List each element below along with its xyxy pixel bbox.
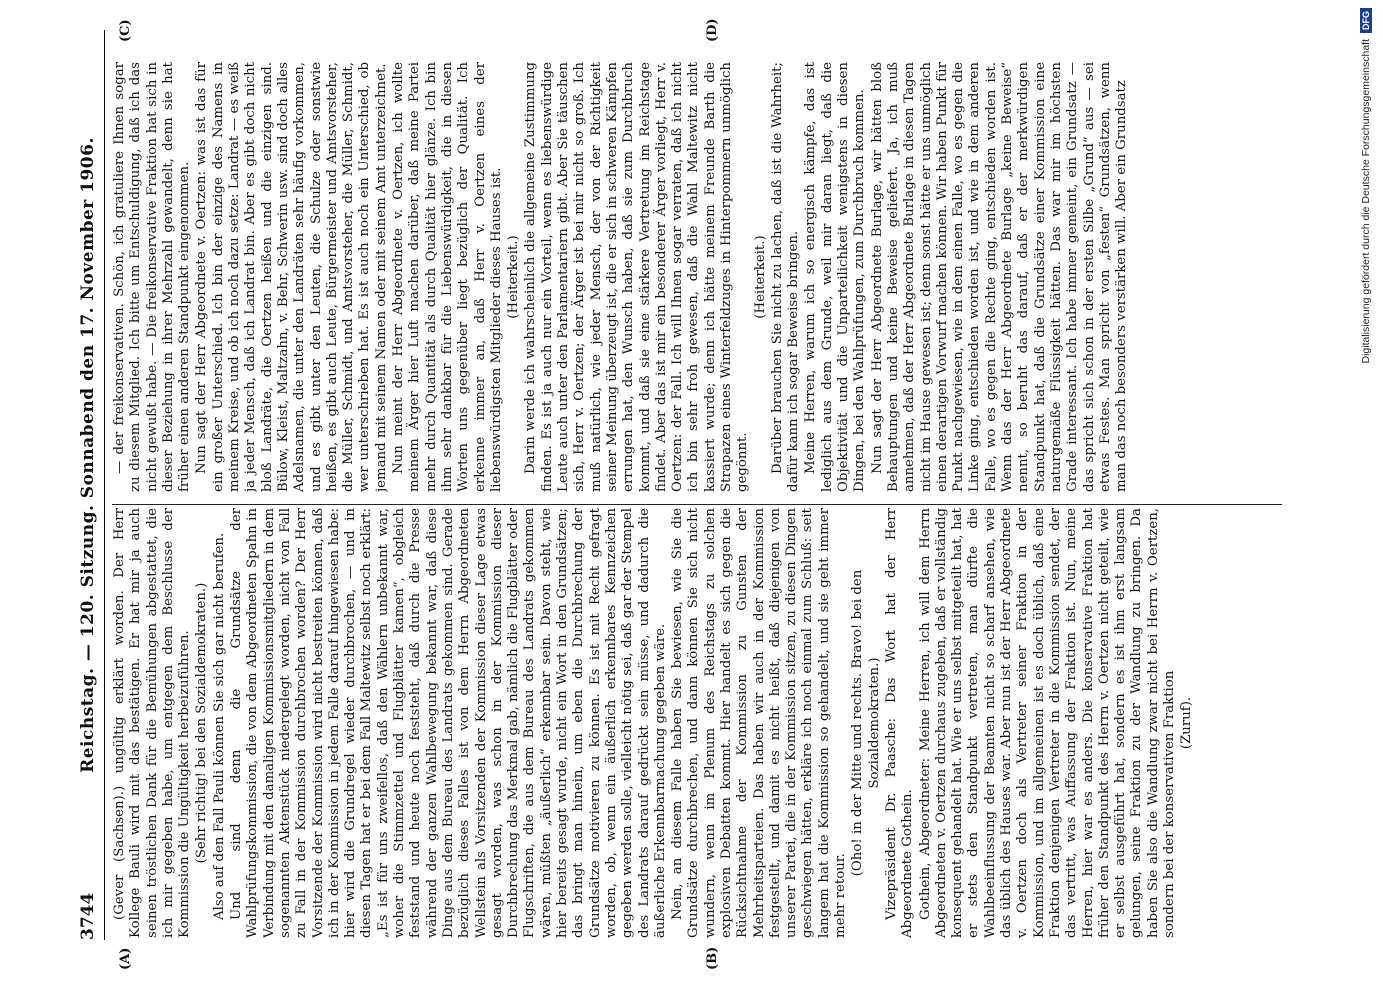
paragraph: Gothein, Abgeordneter: Meine Herren, ich will dem Herrn Abgeordneten v. Oertzen durchaus zugeben, daß er vollständig konsequent gehandelt hat. Wie er uns selbst mitgeteilt hat, hat er stets den Standpunkt vertreten, man dürfte die Wahlbeeinflussung der Beamten nicht so scharf ansehen, wie das üblich des Hauses war. Aber nun ist der Herr Abgeordnete v. Oertzen doch als Vertreter seiner Fraktion in der Kommission, und im allgemeinen ist es doch üblich, daß eine Fraktion denjenigen Vertreter in die Kommission sendet, der das vertritt, was Auffassung der Fraktion ist. Nun, meine Herren, hier war es anders. Die konservative Fraktion hat früher den Standpunkt des Herrn v. Oertzen nicht geteilt, wie er selbst ausgeführt hat, sondern es ist ihm erst langsam gelungen, seine Fraktion zu der Wandlung zu bringen. Da haben Sie also die Wandlung zwar nicht bei Herrn v. Oertzen, sondern bei der konservativen Fraktion bbox=[917, 508, 1177, 938]
stage-direction: (Sehr richtig! bei den Sozialdemokraten.) bbox=[194, 582, 210, 864]
left-text-column bbox=[112, 508, 1282, 938]
margin-marker-d: (D) bbox=[705, 18, 720, 42]
stage-direction: (Heiterkeit.) bbox=[752, 235, 768, 319]
stage-direction: (Heiterkeit.) bbox=[506, 235, 522, 319]
paragraph: Und sind denn die Grundsätze der Wahlprüfungskommission, die von dem Abgeordneten Spahn in Verbindung mit den damaligen Kommissionsmitgliedern in dem sogenannten Aktenstück niedergelegt worden, nicht von Fall zu Fall in der Kommission durchbrochen worden? Der Herr Vorsitzende der Kommission wird nicht bestreiten können, daß ich in der Kommission in jedem Falle darauf hingewiesen habe: hier wird die Grundregel wieder durchbrochen, — und in diesen Tagen hat er bei dem Fall Maltewitz selbst noch erklärt: „Es ist für uns zweifellos, daß den Wählern unbekannt war, woher die Stimmzettel und Flugblätter kamen“, obgleich feststand und heute noch feststeht, daß durch die Presse während der ganzen Wahlbewegung bekannt war, daß diese Dinge aus dem Bureau des Landrats gekommen sind. Gerade bezüglich dieses Falles ist von dem Herrn Abgeordneten Wellstein als Vorsitzenden der Kommission dieser Lage etwas gesagt worden, was schon in der Kommission dieser Durchbrechung das Merkmal gab, nämlich die Flugblätter oder Flugschriften, die aus dem Bureau des Landrats gekommen wären, müßten „äußerlich“ erkennbar sein. Davon steht, wie hier bereits gesagt wurde, nicht ein Wort in den Grundsätzen; das bringt man hinein, um eben die Durchbrechung der Grundsätze motivieren zu können. Es ist mit Recht gefragt worden, ob, wenn ein äußerlich erkennbares Kennzeichen gegeben werden solle, vielleicht nötig sei, daß gar der Stempel des Landrats darauf gedrückt sein müsse, und dadurch die äußerliche Erkennbarmachung gegeben wäre. bbox=[229, 508, 668, 938]
column-divider bbox=[112, 504, 1282, 505]
page-number: 3744 bbox=[78, 892, 98, 940]
paragraph: Nun sagt der Herr Abgeordnete v. Oertzen: was ist das für ein großer Unterschied. Ich bin der einzige des Namens in meinem Kreise, und ob ich noch dazu setze: Landrat — es weiß ja jeder Mensch, daß ich Landrat bin. Aber es gibt doch nicht bloß Landräte, die Oertzen heißen und die einzigen sind. Bülow, Kleist, Maltzahn, v. Behr, Schwerin usw. sind doch alles Adelsnamen, die unter den Landräten sehr häufig vorkommen, und es gibt unter den Leuten, die Schulze oder sonstwie heißen, es gibt auch Leute, Bürgermeister und Amtsvorsteher, die Müller, Schmidt, und Amtsvorsteher, die Müller, Schmidt, wer unterschrieben hat. Es ist auch noch ein Unterschied, ob jemand mit seinem Namen oder mit seinem Amt unterzeichnet. bbox=[194, 62, 389, 492]
credit-text: Digitalisierung gefördert durch die Deutsche Forschungsgemeinschaft bbox=[1360, 39, 1372, 364]
paragraph: Nein, an diesem Falle haben Sie bewiesen, wie Sie die Grundsätze durchbrechen, und dann können Sie sich nicht wundern, wenn im Plenum des Reichstags zu solchen explosiven Debatten kommt. Hier handelt es sich gegen die Rücksichtnahme der Kommission zu Gunsten der Mehrheitsparteien. Das haben wir auch in der Kommission festgestellt, und damit es nicht heißt, daß diejenigen von unserer Partei, die in der Kommission sitzen, zu diesen Dingen geschwiegen hätten, erkläre ich noch einmal zum Schluß: seit langem hat die Kommission so gehandelt, und sie geht immer mehr retour. bbox=[670, 508, 849, 938]
margin-marker-c: (C) bbox=[118, 19, 133, 42]
paragraph: Nun sagt der Herr Abgeordnete Burlage, wir hätten bloß Behauptungen und keine Beweise geliefert. Ja, ich muß annehmen, daß der Herr Abgeordnete Burlage in diesen Tagen nicht im Hause gewesen ist; denn sonst hätte er uns unmöglich einen derartigen Vorwurf machen können. Wir haben Punkt für Punkt nachgewiesen, wie in dem einen Falle, wo es gegen die Linke ging, entschieden worden ist, und wie in dem anderen Falle, wo es gegen die Rechte ging, entschieden worden ist. Wenn das der Herr Abgeordnete Burlage „keine Beweise“ nennt, so beruht das darauf, daß er der merkwürdigen Standpunkt hat, daß die Grundsätze einer Kommission eine naturgemäße Flüssigkeit hätten. Das war mir im höchsten Grade interessant. Ich habe immer gemeint, ein Grundsatz — das spricht sich schon in der ersten Silbe „Grund“ aus — sei etwas Festes. Man spricht von „festen“ Grundsätzen, wenn man das noch besonders verstärken will. Aber ein Grundsatz bbox=[869, 62, 1130, 492]
page-title: Reichstag. — 120. Sitzung. Sonnabend den 17. November 1906. bbox=[78, 137, 98, 773]
paragraph: — der freikonservativen. Schön, ich gratuliere Ihnen sogar zu diesem Mitglied. Ich bitte um Entschuldigung, daß ich das nicht gewußt habe. — Die freikonservative Fraktion hat sich in dieser Beziehung in ihrer Mehrzahl gewandelt, denn sie hat früher einen anderen Standpunkt eingenommen. bbox=[112, 62, 193, 492]
paragraph: Darin werde ich wahrscheinlich die allgemeine Zustimmung finden. Es ist ja auch nur ein Vorteil, wenn es liebenswürdige Leute auch unter den Parlamentariern gibt. Aber Sie täuschen sich, Herr v. Oertzen; der Ärger ist bei mir nicht so groß. Ich muß natürlich, wie jeder Mensch, der von der Richtigkeit seiner Meinung überzeugt ist, die er sich in schweren Kämpfen errungen hat, den Wunsch haben, daß sie zum Durchbruch kommt, und daß sie eine stärkere Vertretung im Reichstage findet. Aber das ist mir ein besonderer Ärger vorliegt, Herr v. Oertzen: der Fall. Ich will Ihnen sogar verraten, daß ich nicht ich bin sehr froh gewesen, daß die Wahl Maltewitz nicht kassiert wurde; denn ich hätte meinem Freunde Barth die Strapazen eines Winterfeldzuges in Hinterpommern unmöglich gegönnt. bbox=[523, 62, 751, 492]
margin-marker-b: (B) bbox=[705, 946, 720, 970]
dfg-logo: DFG bbox=[1360, 8, 1372, 33]
paragraph: Darüber brauchen Sie nicht zu lachen, daß ist die Wahrheit; dafür kann ich sogar Beweise bringen. bbox=[769, 62, 802, 492]
stage-direction: (Oho! in der Mitte und rechts. Bravo! bei den Sozialdemokraten.) bbox=[850, 569, 882, 877]
paragraph: Nun meint der Herr Abgeordnete v. Oertzen, ich wollte meinem Ärger hier Luft machen darüber, daß meine Partei mehr durch Quantität als durch Qualität hier glänze. Ich bin ihm sehr dankbar für die Liebenswürdigkeit, die in diesen Worten uns gegenüber liegt bezüglich der Qualität. Ich erkenne immer an, daß Herr v. Oertzen eines der liebenswürdigsten Mitglieder dieses Hauses ist. bbox=[391, 62, 504, 492]
digitization-credit bbox=[1355, 8, 1377, 998]
header-rule bbox=[104, 30, 105, 940]
stage-direction: (Zuruf). bbox=[1179, 696, 1195, 750]
paragraph: Meine Herren, warum ich so energisch kämpfe, das ist lediglich aus dem Grunde, weil mir daran liegt, daß die Objektivität und die Unparteilichkeit wenigstens in diesen Dingen, bei den Wahlprüfungen, zum Durchbruch kommen. bbox=[803, 62, 868, 492]
right-text-column bbox=[112, 62, 1282, 492]
paragraph: Vizepräsident Dr. Paasche: Das Wort hat der Herr Abgeordnete Gothein. bbox=[883, 508, 916, 938]
paragraph: (Gever (Sachsen).) ungültig erklärt worden. Der Herr Kollege Bauli wird mit das bestätigen. Er hat mir ja auch seinen tröstlichen Dank für die Bemühungen abgestattet, die ich mir gegeben habe, um entgegen dem Beschlusse der Kommission die Ungültigkeit herbeizuführen. bbox=[112, 508, 193, 938]
page-header bbox=[70, 0, 110, 1000]
margin-marker-a: (A) bbox=[118, 947, 133, 970]
paragraph: Also auf den Fall Pauli können Sie sich gar nicht berufen. bbox=[211, 532, 227, 920]
